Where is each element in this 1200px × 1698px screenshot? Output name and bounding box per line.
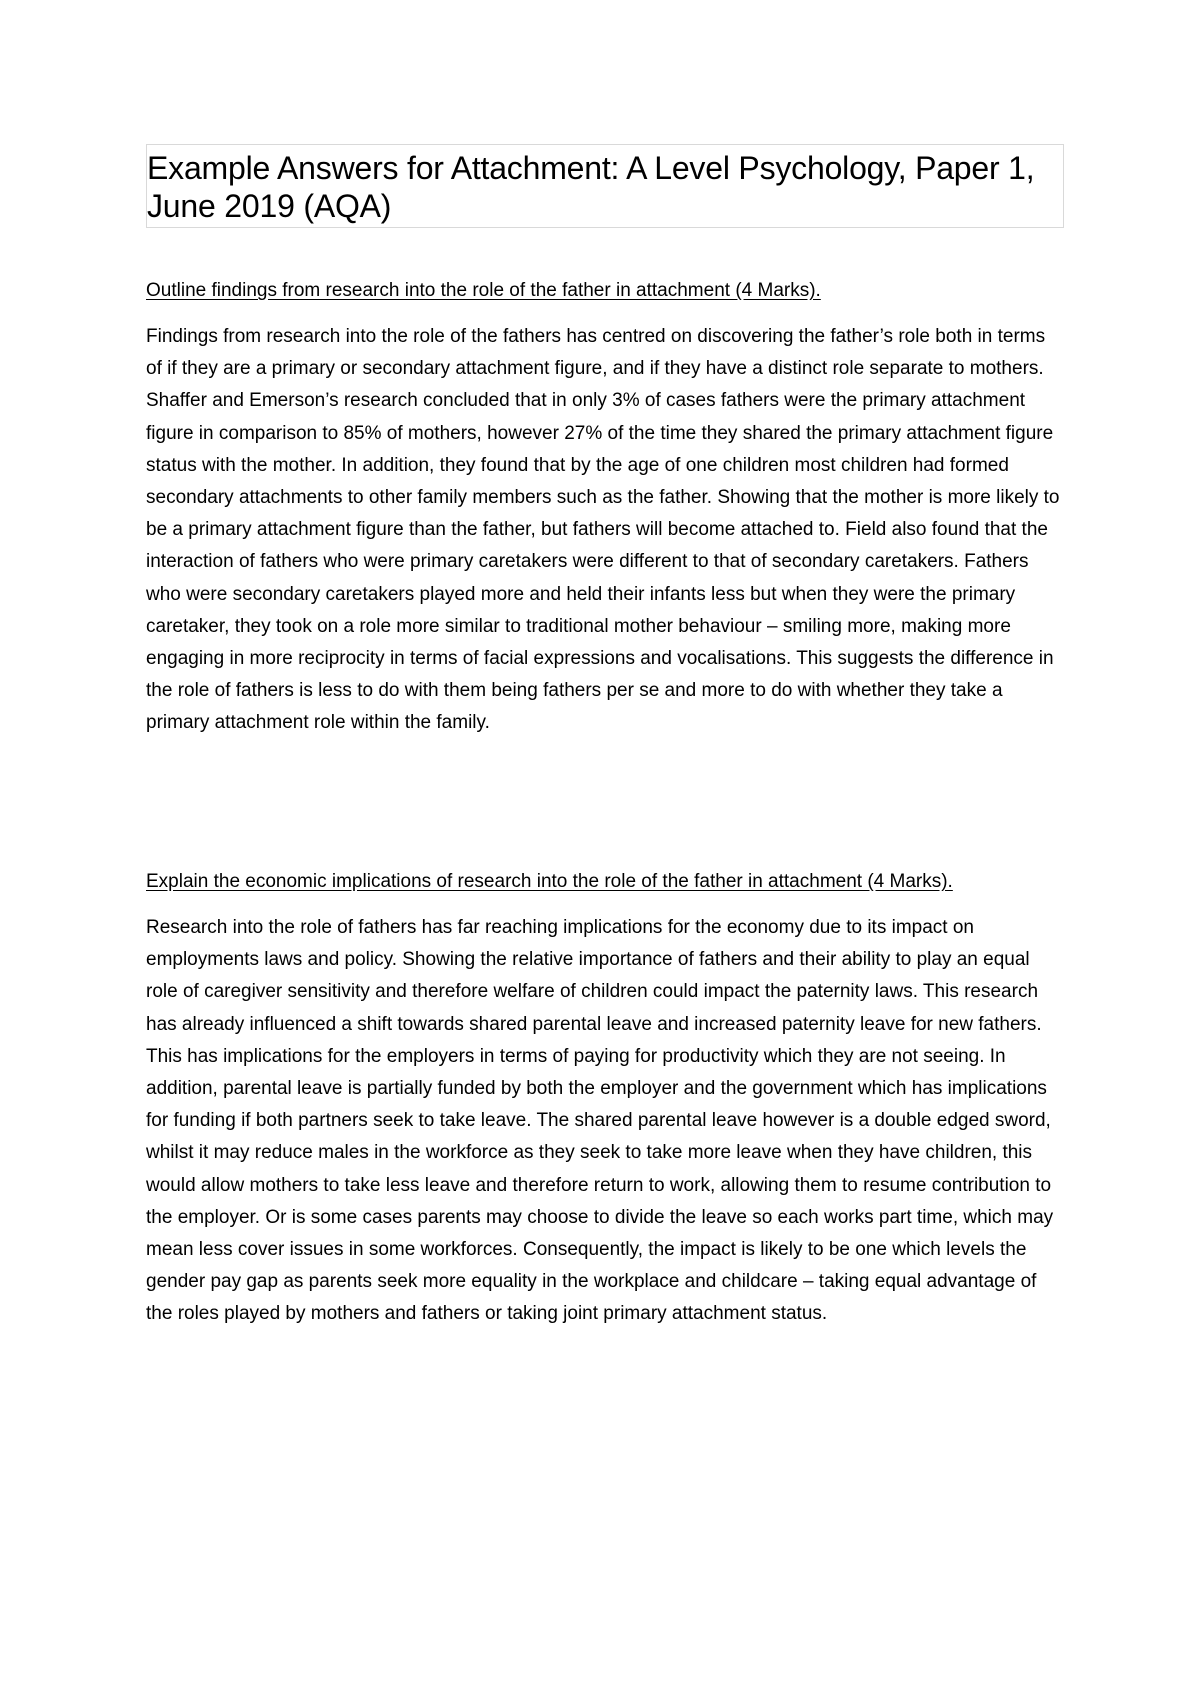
question-section-2 (146, 866, 1064, 1331)
answer-paragraph-1: Findings from research into the role of the fathers has centred on discovering the father’s role both in terms of if they are a primary or secondary attachment figure, and if they have a distinct role separate to mothers. Shaffer and Emerson’s research concluded that in only 3% of cases fathers were the primary attachment figure in comparison to 85% of mothers, however 27% of the time they shared the primary attachment figure status with the mother. In addition, they found that by the age of one children most children had formed secondary attachments to other family members such as the father. Showing that the mother is more likely to be a primary attachment figure than the father, but fathers will become attached to. Field also found that the interaction of fathers who were primary caretakers were different to that of secondary caretakers. Fathers who were secondary caretakers played more and held their infants less but when they were the primary caretaker, they took on a role more similar to traditional mother behaviour – smiling more, making more engaging in more reciprocity in terms of facial expressions and vocalisations. This suggests the difference in the role of fathers is less to do with them being fathers per se and more to do with whether they take a primary attachment role within the family. (146, 326, 1060, 734)
question-heading-1: Outline findings from research into the role of the father in attachment (4 Marks). (146, 280, 821, 301)
title-box (146, 144, 1064, 228)
question-heading-2: Explain the economic implications of research into the role of the father in attachment (4 Marks). (146, 871, 953, 892)
question-section-1 (146, 275, 1064, 740)
document-title: Example Answers for Attachment: A Level Psychology, Paper 1, June 2019 (AQA) (147, 150, 1035, 224)
answer-paragraph-2: Research into the role of fathers has far reaching implications for the economy due to its impact on employments laws and policy. Showing the relative importance of fathers and their ability to play an equal role of caregiver sensitivity and therefore welfare of children could impact the paternity laws. This research has already influenced a shift towards shared parental leave and increased paternity leave for new fathers. This has implications for the employers in terms of paying for productivity which they are not seeing. In addition, parental leave is partially funded by both the employer and the government which has implications for funding if both partners seek to take leave. The shared parental leave however is a double edged sword, whilst it may reduce males in the workforce as they seek to take more leave when they have children, this would allow mothers to take less leave and therefore return to work, allowing them to resume contribution to the employer. Or is some cases parents may choose to divide the leave so each works part time, which may mean less cover issues in some workforces. Consequently, the impact is likely to be one which levels the gender pay gap as parents seek more equality in the workplace and childcare – taking equal advantage of the roles played by mothers and fathers or taking joint primary attachment status. (146, 917, 1054, 1325)
